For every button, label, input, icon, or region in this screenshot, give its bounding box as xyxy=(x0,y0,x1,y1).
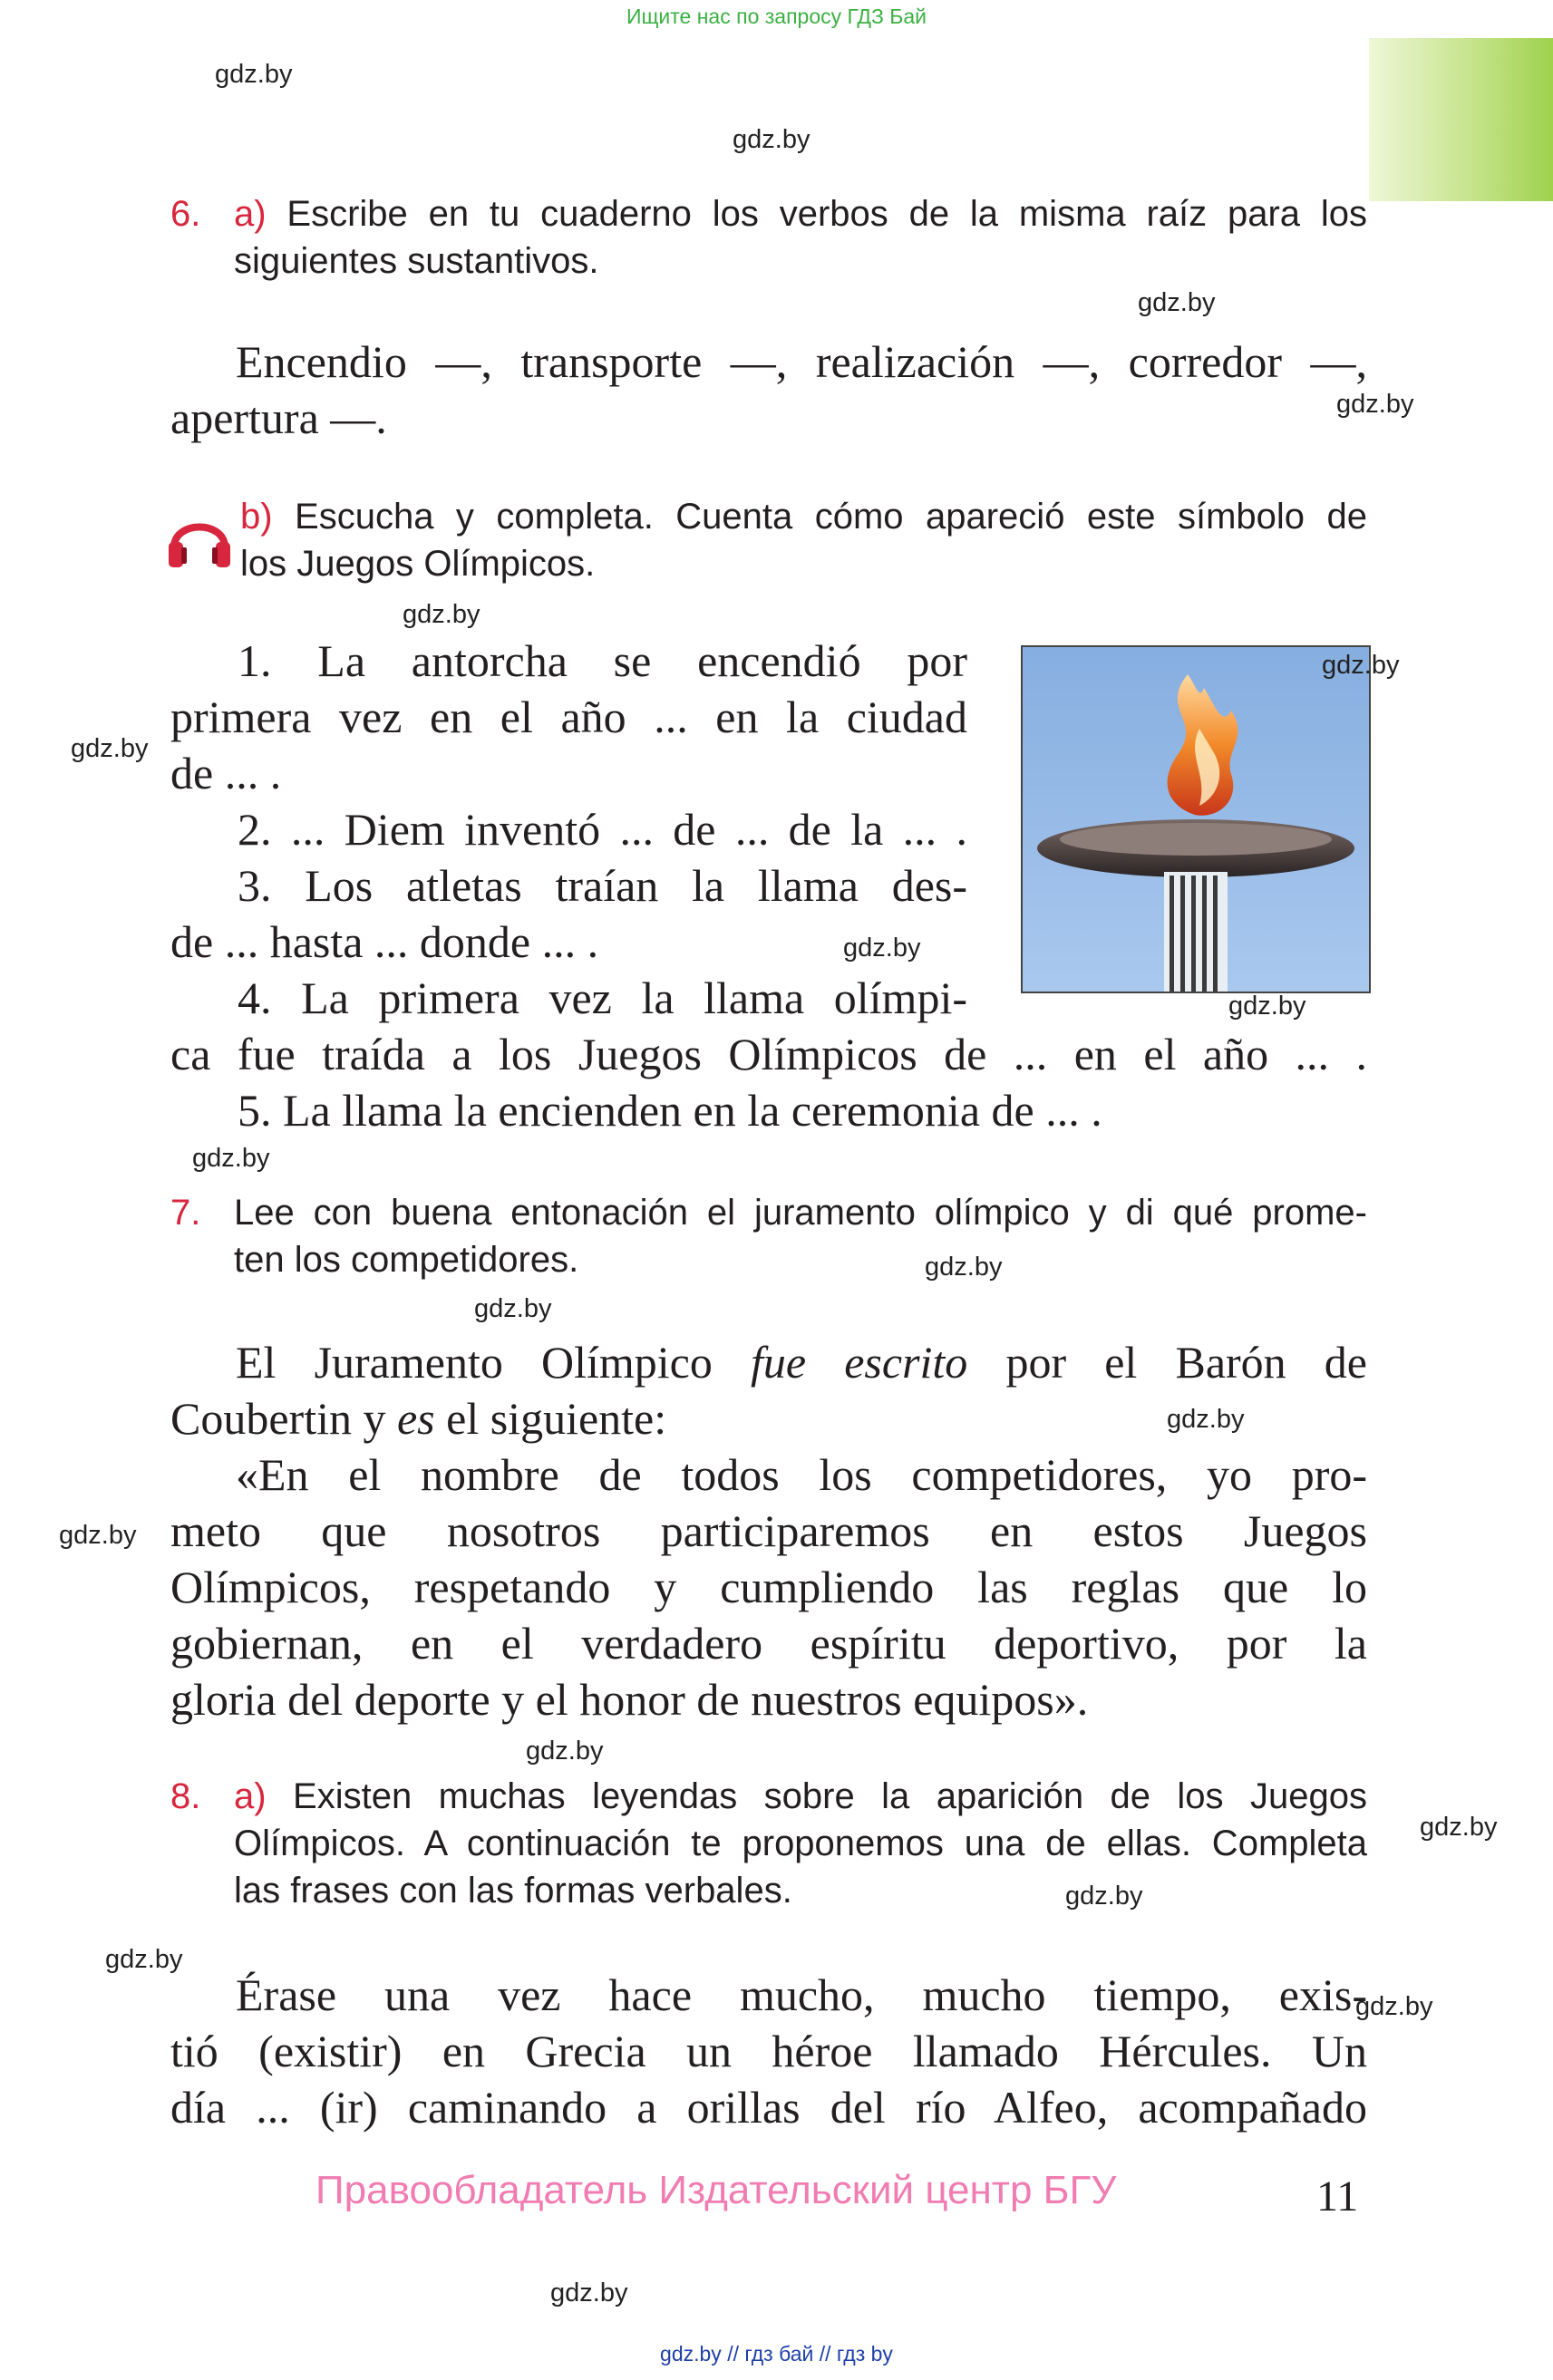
watermark: gdz.by xyxy=(1138,288,1216,317)
ex6a-label: a) xyxy=(234,194,267,234)
watermark: gdz.by xyxy=(474,1294,552,1323)
ex8-story-line1: Érase una vez hace mucho, mucho tiempo, exis- xyxy=(236,1969,1367,2020)
ex8-story-line2: tió (existir) en Grecia un héroe llamado Hércules. Un xyxy=(170,2026,1367,2076)
headphones-icon xyxy=(165,508,234,571)
ex7-quote-line2: meto que nosotros participaremos en estos Juegos xyxy=(170,1505,1367,1556)
ex8-text-line2: Olímpicos. A continuación te proponemos una de ellas. Completa xyxy=(234,1824,1367,1863)
ex7-instruction xyxy=(234,1189,1367,1283)
ex6-words xyxy=(170,334,1367,446)
watermark: gdz.by xyxy=(71,734,149,763)
ex6-number: 6. xyxy=(170,194,201,234)
watermark: gdz.by xyxy=(526,1737,604,1766)
ex6a-text-line2: siguientes sustantivos. xyxy=(234,241,599,281)
ex7-para-line2: Coubertin y es el siguiente: xyxy=(170,1393,667,1444)
ex8-text-line1: Existen muchas leyendas sobre la aparición de los Juegos xyxy=(293,1776,1367,1816)
ex6b-instruction xyxy=(240,493,1367,587)
ex6b-label: b) xyxy=(240,497,273,537)
ex8-number: 8. xyxy=(170,1776,201,1816)
ex6b-text-line1: Escucha y completa. Cuenta cómo apareció este símbolo de xyxy=(295,497,1367,537)
ex7-quote-line5: gloria del deporte y el honor de nuestros equipos». xyxy=(170,1674,1089,1725)
ex7-quote-line4: gobiernan, en el verdadero espíritu deportivo, por la xyxy=(170,1618,1367,1669)
watermark: gdz.by xyxy=(733,125,810,154)
ex7-text-line1: Lee con buena entonación el juramento olímpico y di qué prome- xyxy=(234,1193,1367,1233)
ex6b-line-6: de ... hasta ... donde ... . xyxy=(170,916,599,967)
watermark: gdz.by xyxy=(1228,992,1306,1021)
copyright-footer: Правообладатель Издательский центр БГУ xyxy=(315,2168,1117,2212)
watermark: gdz.by xyxy=(403,600,480,629)
ex8-story xyxy=(170,1967,1367,2135)
watermark: gdz.by xyxy=(843,934,921,963)
watermark: gdz.by xyxy=(1065,1882,1143,1911)
ex7-number: 7. xyxy=(170,1193,201,1233)
watermark: gdz.by xyxy=(925,1253,1003,1282)
ex6b-line-2: primera vez en el año ... en la ciudad xyxy=(170,692,967,742)
watermark: gdz.by xyxy=(1420,1813,1498,1842)
watermark: gdz.by xyxy=(1167,1405,1245,1434)
ex8-instruction xyxy=(234,1773,1367,1914)
ex7-quote-line1: «En el nombre de todos los competidores, yo pro- xyxy=(236,1449,1367,1500)
ex6b-line-4: 2. ... Diem inventó ... de ... de la ... . xyxy=(238,804,967,855)
page-number: 11 xyxy=(1316,2172,1359,2220)
ex7-quote-line3: Olímpicos, respetando y cumpliendo las reglas que lo xyxy=(170,1562,1367,1612)
watermark: gdz.by xyxy=(550,2278,628,2307)
ex6b-text-line2: los Juegos Olímpicos. xyxy=(240,544,596,584)
bottom-links[interactable]: gdz.by // гдз бай // гдз by xyxy=(660,2342,893,2365)
ex6b-line-1: 1. La antorcha se encendió por xyxy=(238,635,967,686)
ex7-para-line1: El Juramento Olímpico fue escrito por el Barón de xyxy=(236,1337,1367,1388)
ex6b-line-3: de ... . xyxy=(170,748,282,798)
watermark: gdz.by xyxy=(1336,390,1414,419)
ex8-text-line3: las frases con las formas verbales. xyxy=(234,1871,792,1911)
watermark: gdz.by xyxy=(192,1144,270,1173)
ex6b-line-9: 5. La llama la encienden en la ceremonia de ... . xyxy=(238,1085,1102,1136)
ex7-italic-fue-escrito: fue escrito xyxy=(751,1337,968,1388)
watermark: gdz.by xyxy=(215,60,293,89)
ex6b-line-5: 3. Los atletas traían la llama des- xyxy=(238,860,967,911)
ex6b-line-7: 4. La primera vez la llama olímpi- xyxy=(238,972,967,1023)
watermark: gdz.by xyxy=(105,1945,183,1974)
ex7-text-line2: ten los competidores. xyxy=(234,1240,579,1280)
ex6a-text-line1: Escribe en tu cuaderno los verbos de la misma raíz para los xyxy=(286,194,1367,234)
corner-decoration xyxy=(1369,38,1553,201)
watermark: gdz.by xyxy=(1322,651,1400,680)
top-banner: Ищите нас по запросу ГДЗ Бай xyxy=(626,5,927,28)
ex8-story-line3: día ... (ir) caminando a orillas del río Alfeo, acompañado xyxy=(170,2082,1367,2133)
ex8a-label: a) xyxy=(234,1776,267,1816)
ex7-paragraph xyxy=(170,1334,1367,1727)
watermark: gdz.by xyxy=(59,1521,137,1550)
ex6b-line-8: ca fue traída a los Juegos Olímpicos de ... en el año ... . xyxy=(170,1029,1367,1079)
ex6-words-line2: apertura —. xyxy=(170,392,387,443)
olympic-flame-photo xyxy=(1021,645,1371,993)
ex7-italic-es: es xyxy=(396,1393,435,1444)
watermark: gdz.by xyxy=(1355,1992,1433,2021)
ex6-words-line1: Encendio —, transporte —, realización —, corredor —, xyxy=(236,336,1367,387)
ex6a-instruction xyxy=(234,190,1367,285)
